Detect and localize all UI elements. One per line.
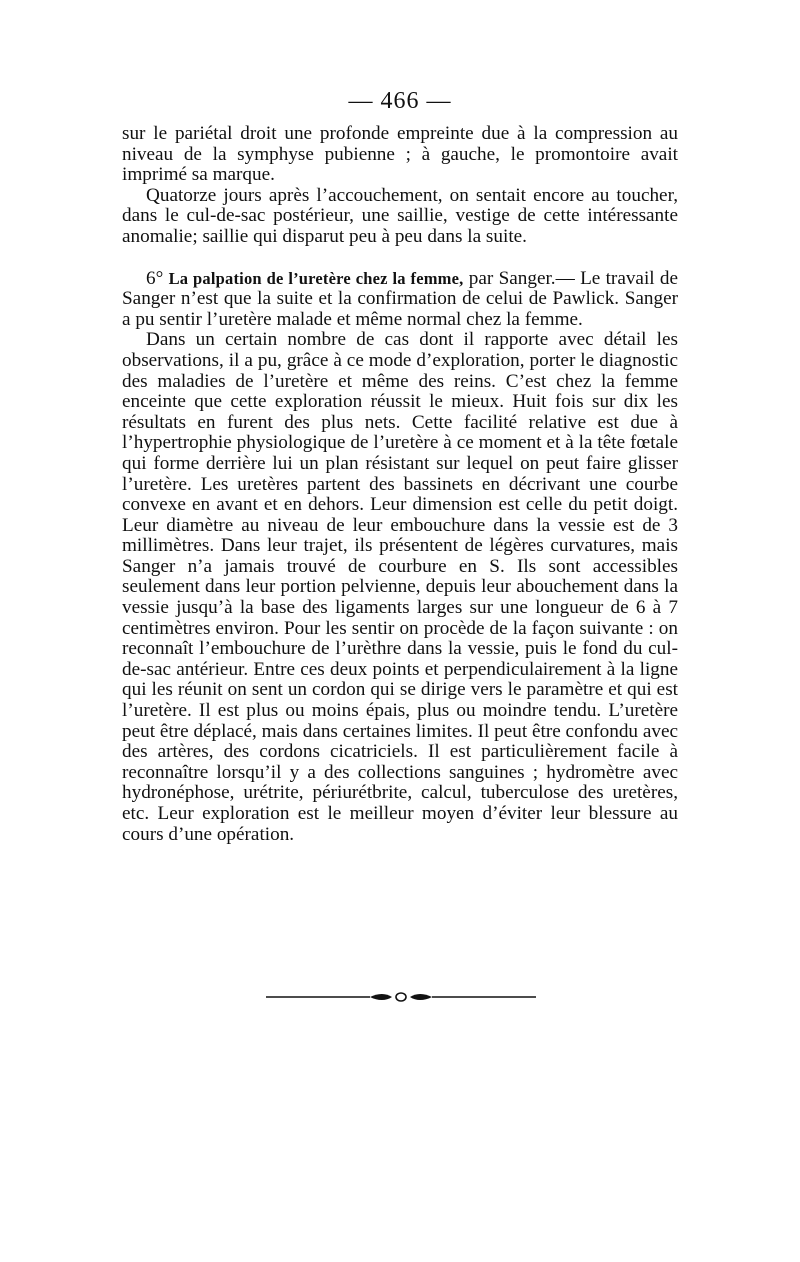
section-author: par Sanger.— [468,267,575,289]
paragraph-exploration: Dans un certain nombre de cas dont il rapporte avec détail les observations, il a pu, grâce à ce mode d’exploration, porter le diagnostic des maladies de l’uretère et même des reins. C’est chez la femme enceinte que cette exploration réussit le mieux. Huit fois sur dix les résultats en furent des plus nets. Cette facilité relative est due à l’hypertrophie physiologique de l’uretère à ce moment et à la tête fœtale qui forme derrière lui un plan résistant sur lequel on peut faire glisser l’uretère. Les uretères partent des bassinets en décrivant une courbe convexe en avant et en dehors. Leur dimension est celle du petit doigt. Leur diamètre au niveau de leur embouchure dans la vessie est de 3 millimètres. Dans leur trajet, ils présentent de légères curvatures, mais Sanger n’a jamais trouvé de courbure en S. Ils sont accessibles seulement dans leur portion pelvienne, depuis leur abouchement dans la vessie jusqu’à la base des ligaments larges sur une longueur de 6 à 7 centimètres environ. Pour les sentir on procède de la façon suivante : on reconnaît l’embouchure de l’urèthre dans la vessie, puis le fond du cul-de-sac antérieur. Entre ces deux points et perpendiculairement à la ligne qui les réunit on sent un cordon qui se dirige vers le paramètre et qui est l’uretère. Il est plus ou moins épais, plus ou moindre tendu. L’uretère peut être déplacé, mais dans certaines limites. Il peut être confondu avec des artères, des cordons cicatriciels. Il est particulièrement facile à reconnaître lorsqu’il y a des collections sanguines ; hydromètre avec hydronéphose, urétrite, périurétbrite, calcul, tuberculose des uretères, etc. Leur exploration est le meilleur moyen d’éviter leur blessure au cours d’une opération. [122,329,678,845]
end-rule-ornament-icon [266,990,536,1004]
body-text [122,124,678,845]
section-heading: La palpation de l’uretère chez la femme, [168,268,464,288]
section-number: 6° [146,267,164,289]
section-heading-paragraph [122,269,678,331]
paragraph-continuation: sur le pariétal droit une profonde empreinte due à la compression au niveau de la symphyse pubienne ; à gauche, le promontoire avait imprimé sa marque. [122,123,678,186]
page-number: — 466 — [348,88,452,114]
section-intro: Le travail de Sanger n’est que la suite et la confirmation de celui de Pawlick. Sanger a pu sentir l’uretère malade et même normal chez la femme. [122,267,679,330]
paragraph-postpartum: Quatorze jours après l’accouchement, on sentait encore au toucher, dans le cul-de-sac postérieur, une saillie, vestige de cette intéressante anomalie; saillie qui disparut peu à peu dans la suite. [122,184,678,247]
